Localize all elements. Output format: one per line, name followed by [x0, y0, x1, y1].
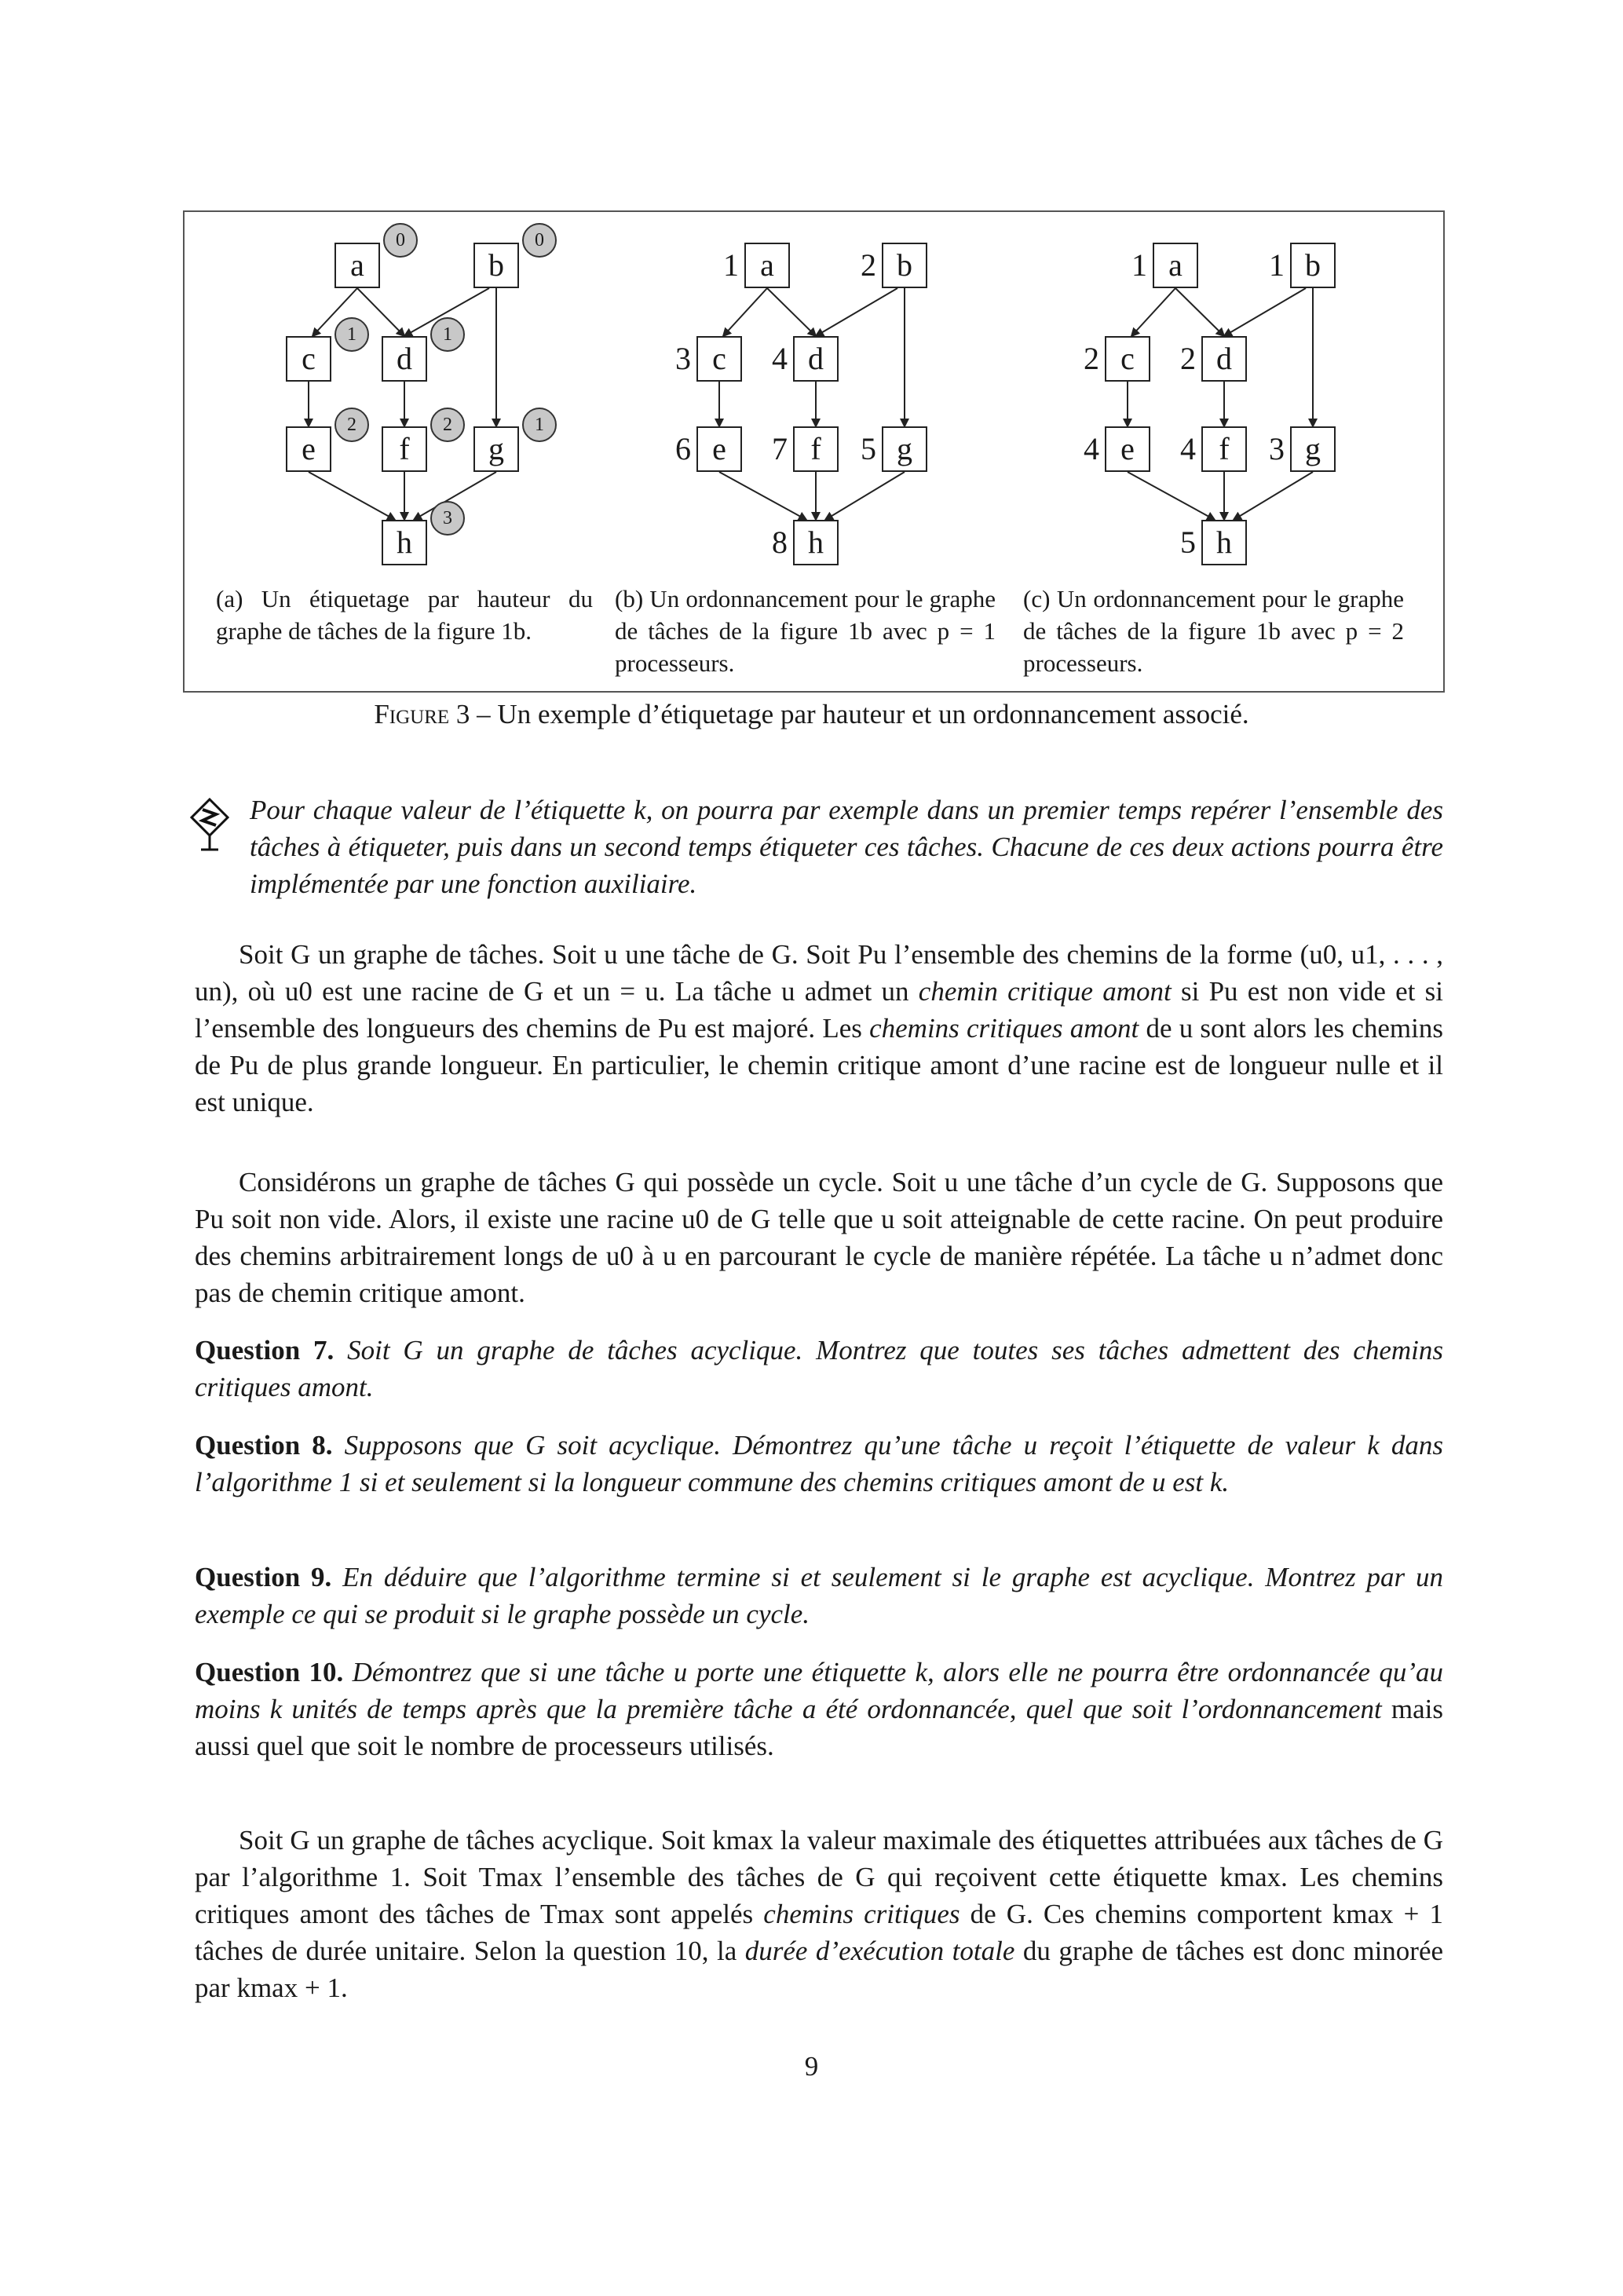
time-label-g: 5 [861, 431, 876, 466]
p3-term-duree-execution: durée d’exécution totale [744, 1936, 1015, 1966]
height-badge-g: 1 [522, 408, 557, 442]
graph-schedule-p1 [593, 212, 1001, 573]
hint-paragraph: Pour chaque valeur de l’étiquette k, on pourra par exemple dans un premier temps repérer l’ensemble des tâches à étiqueter, puis dans un second temps étiqueter ces tâches. Chacune de ces deux actions pourra être implémentée par une fonction auxiliaire. [250, 795, 1443, 899]
time-label-g: 3 [1269, 431, 1285, 466]
p1-text-b: si Pu est non vide et si l’ensemble des longueurs des chemins de Pu est majoré. Les [195, 976, 1444, 1044]
task-node-d: d [793, 336, 839, 382]
task-node-a: a [1153, 243, 1198, 288]
time-label-b: 1 [1269, 247, 1285, 283]
graph-b-edges [593, 212, 1001, 573]
time-label-c: 3 [675, 341, 691, 376]
paragraph-critical-path-definition [195, 936, 1443, 1121]
time-label-a: 1 [723, 247, 739, 283]
time-label-h: 5 [1180, 525, 1196, 560]
task-node-g: g [882, 426, 927, 472]
task-node-e: e [286, 426, 331, 472]
time-label-f: 7 [772, 431, 788, 466]
time-label-f: 4 [1180, 431, 1196, 466]
subcaption-b: (b) Un ordonnancement pour le graphe de tâches de la figure 1b avec p = 1 processeurs. [615, 585, 996, 677]
question-7-label: Question 7. [195, 1335, 334, 1366]
task-node-b: b [473, 243, 519, 288]
task-node-a: a [334, 243, 380, 288]
task-node-f: f [1201, 426, 1247, 472]
time-label-h: 8 [772, 525, 788, 560]
task-node-g: g [473, 426, 519, 472]
height-badge-e: 2 [334, 408, 369, 442]
task-node-e: e [1105, 426, 1150, 472]
question-7 [195, 1332, 1443, 1406]
task-node-b: b [882, 243, 927, 288]
height-badge-c: 1 [334, 317, 369, 352]
graph-height-labeling [185, 212, 593, 573]
question-10-tail: mais aussi quel que soit le nombre de processeurs utilisés. [195, 1694, 1443, 1761]
question-7-text: Soit G un graphe de tâches acyclique. Montrez que toutes ses tâches admettent des chemins critiques amont. [195, 1335, 1443, 1402]
figure-caption-text: – Un exemple d’étiquetage par hauteur et un ordonnancement associé. [470, 699, 1249, 729]
p3-text-a: Soit G un graphe de tâches acyclique. Soit kmax la valeur maximale des étiquettes attribuées aux tâches de G par l’algorithme 1. Soit Tmax l’ensemble des tâches de G qui reçoivent cette étiquette kmax. Les chemins critiques amont des tâches de Tmax sont appelés [195, 1825, 1443, 1929]
page-number: 9 [804, 2051, 819, 2082]
height-badge-f: 2 [430, 408, 465, 442]
task-node-h: h [1201, 520, 1247, 565]
height-badge-b: 0 [522, 223, 557, 258]
p1-term-chemin-critique-amont: chemin critique amont [918, 976, 1172, 1007]
task-node-h: h [793, 520, 839, 565]
height-badge-h: 3 [430, 501, 465, 536]
question-10 [195, 1654, 1443, 1764]
figure-caption-label: Figure 3 [374, 699, 470, 729]
task-node-f: f [382, 426, 427, 472]
dangerous-bend-icon [190, 798, 229, 853]
p3-term-chemins-critiques: chemins critiques [763, 1899, 960, 1929]
subcaption-c: (c) Un ordonnancement pour le graphe de tâches de la figure 1b avec p = 2 processeurs. [1023, 585, 1404, 677]
task-node-d: d [1201, 336, 1247, 382]
p3-text-b: de G. Ces chemins comportent kmax + 1 tâches de durée unitaire. Selon la question 10, la [195, 1899, 1443, 1966]
task-node-c: c [696, 336, 742, 382]
question-9-label: Question 9. [195, 1562, 332, 1592]
question-9 [195, 1559, 1443, 1632]
graph-a-edges [185, 212, 593, 573]
task-node-a: a [744, 243, 790, 288]
time-label-d: 4 [772, 341, 788, 376]
graph-c-edges [1001, 212, 1441, 573]
p1-text-a: Soit G un graphe de tâches. Soit u une tâche de G. Soit Pu l’ensemble des chemins de la forme (u0, u1, . . . , un), où u0 est une racine de G et un = u. La tâche u admet un [195, 939, 1443, 1007]
subcaption-a: (a) Un étiquetage par hauteur du graphe de tâches de la figure 1b. [216, 585, 593, 645]
task-node-e: e [696, 426, 742, 472]
figure-caption [0, 697, 1623, 732]
question-8 [195, 1427, 1443, 1501]
task-node-c: c [1105, 336, 1150, 382]
time-label-e: 4 [1084, 431, 1099, 466]
question-8-text: Supposons que G soit acyclique. Démontrez qu’une tâche u reçoit l’étiquette de valeur k dans l’algorithme 1 si et seulement si la longueur commune des chemins critiques amont de u est k. [195, 1430, 1443, 1497]
p1-term-chemins-critiques-amont: chemins critiques amont [869, 1013, 1139, 1044]
time-label-c: 2 [1084, 341, 1099, 376]
time-label-d: 2 [1180, 341, 1196, 376]
time-label-e: 6 [675, 431, 691, 466]
task-node-b: b [1290, 243, 1336, 288]
task-node-g: g [1290, 426, 1336, 472]
question-9-text: En déduire que l’algorithme termine si et seulement si le graphe est acyclique. Montrez par un exemple ce qui se produit si le graphe possède un cycle. [195, 1562, 1443, 1629]
figure-box [183, 210, 1445, 693]
p1-text-c: de u sont alors les chemins de Pu de plus grande longueur. En particulier, le chemin critique amont d’une racine est de longueur nulle et il est unique. [195, 1013, 1443, 1117]
height-badge-d: 1 [430, 317, 465, 352]
task-node-f: f [793, 426, 839, 472]
time-label-a: 1 [1131, 247, 1147, 283]
paragraph-critical-paths-of-g [195, 1822, 1443, 2006]
question-8-label: Question 8. [195, 1430, 333, 1461]
task-node-c: c [286, 336, 331, 382]
question-10-label: Question 10. [195, 1657, 344, 1687]
p3-text-c: du graphe de tâches est donc minorée par kmax + 1. [195, 1936, 1444, 2003]
question-10-text: Démontrez que si une tâche u porte une étiquette k, alors elle ne pourra être ordonnancée qu’au moins k unités de temps après que la première tâche a été ordonnancée, quel que soit l’ordonnancement [195, 1657, 1443, 1724]
graph-schedule-p2 [1001, 212, 1441, 573]
task-node-h: h [382, 520, 427, 565]
paragraph-cycle: Considérons un graphe de tâches G qui possède un cycle. Soit u une tâche d’un cycle de G. Supposons que Pu soit non vide. Alors, il existe une racine u0 de G telle que u soit atteignable de cette racine. On peut produire des chemins arbitrairement longs de u0 à u en parcourant le cycle de manière répétée. La tâche u n’admet donc pas de chemin critique amont. [195, 1167, 1443, 1308]
time-label-b: 2 [861, 247, 876, 283]
height-badge-a: 0 [383, 223, 418, 258]
task-node-d: d [382, 336, 427, 382]
